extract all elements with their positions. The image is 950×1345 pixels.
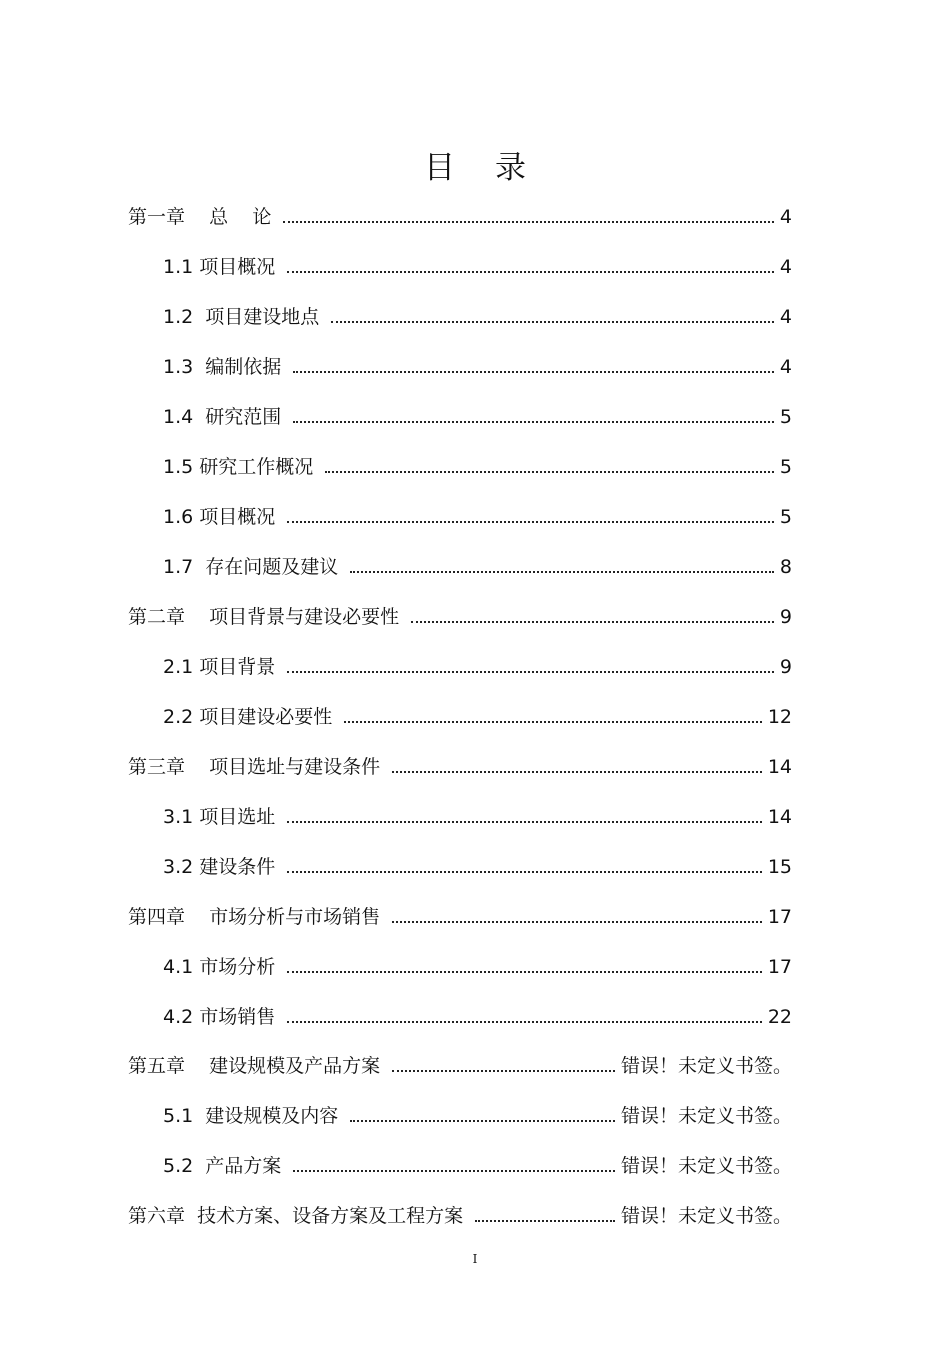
- page-title: 目录: [424, 150, 566, 186]
- toc-entry-section-1-6[interactable]: [0, 502, 950, 532]
- dot-leader: [475, 1220, 615, 1222]
- toc-entry-label: 第四章 市场分析与市场销售: [128, 906, 381, 928]
- dot-leader: [287, 1021, 762, 1023]
- toc-entry-label: 4.2 市场销售: [163, 1006, 276, 1028]
- toc-entry-page: 4: [779, 356, 792, 378]
- dot-leader: [287, 271, 774, 273]
- dot-leader: [331, 321, 774, 323]
- toc-entry-page: 错误！未定义书签。: [620, 1205, 792, 1227]
- page-number: I: [472, 1252, 478, 1266]
- toc-entry-page: 错误！未定义书签。: [620, 1155, 792, 1177]
- toc-entry-label: 5.1 建设规模及内容: [163, 1105, 339, 1127]
- toc-entry-section-1-2[interactable]: [0, 302, 950, 332]
- dot-leader: [293, 371, 774, 373]
- toc-entry-page: 17: [767, 906, 792, 928]
- toc-entry-page: 17: [767, 956, 792, 978]
- toc-entry-label: 4.1 市场分析: [163, 956, 276, 978]
- dot-leader: [283, 221, 774, 223]
- toc-entry-chapter-3[interactable]: [0, 752, 950, 782]
- dot-leader: [287, 521, 774, 523]
- toc-entry-page: 14: [767, 806, 792, 828]
- toc-entry-page: 5: [779, 506, 792, 528]
- toc-entry-section-4-1[interactable]: [0, 952, 950, 982]
- dot-leader: [287, 871, 762, 873]
- toc-entry-page: 4: [779, 256, 792, 278]
- toc-entry-section-1-7[interactable]: [0, 552, 950, 582]
- dot-leader: [350, 1120, 615, 1122]
- dot-leader: [344, 721, 762, 723]
- toc-entry-label: 2.2 项目建设必要性: [163, 706, 333, 728]
- dot-leader: [287, 821, 762, 823]
- toc-entry-chapter-5[interactable]: [0, 1051, 950, 1081]
- toc-entry-label: 1.6 项目概况: [163, 506, 276, 528]
- toc-entry-label: 1.4 研究范围: [163, 406, 282, 428]
- toc-entry-section-2-2[interactable]: [0, 702, 950, 732]
- toc-entry-chapter-6[interactable]: [0, 1201, 950, 1231]
- toc-entry-page: 4: [779, 206, 792, 228]
- toc-entry-section-5-1[interactable]: [0, 1101, 950, 1131]
- dot-leader: [350, 571, 774, 573]
- toc-entry-section-5-2[interactable]: [0, 1151, 950, 1181]
- toc-entry-page: 12: [767, 706, 792, 728]
- toc-entry-page: 9: [779, 656, 792, 678]
- toc-entry-label: 1.7 存在问题及建议: [163, 556, 339, 578]
- toc-entry-page: 15: [767, 856, 792, 878]
- toc-entry-label: 3.2 建设条件: [163, 856, 276, 878]
- toc-entry-label: 5.2 产品方案: [163, 1155, 282, 1177]
- dot-leader: [392, 921, 762, 923]
- toc-entry-section-2-1[interactable]: [0, 652, 950, 682]
- toc-entry-label: 2.1 项目背景: [163, 656, 276, 678]
- toc-entry-page: 9: [779, 606, 792, 628]
- dot-leader: [287, 971, 762, 973]
- toc-entry-label: 第二章 项目背景与建设必要性: [128, 606, 400, 628]
- dot-leader: [293, 421, 774, 423]
- toc-entry-label: 1.5 研究工作概况: [163, 456, 314, 478]
- toc-entry-page: 4: [779, 306, 792, 328]
- toc-entry-section-3-1[interactable]: [0, 802, 950, 832]
- dot-leader: [325, 471, 774, 473]
- toc-entry-page: 5: [779, 456, 792, 478]
- toc-entry-label: 第五章 建设规模及产品方案: [128, 1055, 381, 1077]
- toc-entry-section-1-5[interactable]: [0, 452, 950, 482]
- toc-entry-page: 错误！未定义书签。: [620, 1055, 792, 1077]
- toc-entry-section-1-4[interactable]: [0, 402, 950, 432]
- toc-entry-section-3-2[interactable]: [0, 852, 950, 882]
- toc-entry-page: 错误！未定义书签。: [620, 1105, 792, 1127]
- toc-entry-chapter-1[interactable]: [0, 202, 950, 232]
- toc-entry-section-4-2[interactable]: [0, 1002, 950, 1032]
- dot-leader: [287, 671, 774, 673]
- toc-entry-chapter-4[interactable]: [0, 902, 950, 932]
- toc-entry-section-1-1[interactable]: [0, 252, 950, 282]
- toc-entry-label: 第三章 项目选址与建设条件: [128, 756, 381, 778]
- toc-entry-label: 第一章 总 论: [128, 206, 272, 228]
- toc-entry-page: 8: [779, 556, 792, 578]
- dot-leader: [392, 771, 762, 773]
- toc-entry-label: 3.1 项目选址: [163, 806, 276, 828]
- dot-leader: [293, 1170, 615, 1172]
- toc-entry-label: 1.3 编制依据: [163, 356, 282, 378]
- dot-leader: [411, 621, 774, 623]
- dot-leader: [392, 1070, 615, 1072]
- toc-entry-page: 5: [779, 406, 792, 428]
- toc-entry-page: 14: [767, 756, 792, 778]
- toc-entry-page: 22: [767, 1006, 792, 1028]
- toc-entry-chapter-2[interactable]: [0, 602, 950, 632]
- toc-entry-label: 1.2 项目建设地点: [163, 306, 320, 328]
- toc-entry-label: 第六章 技术方案、设备方案及工程方案: [128, 1205, 464, 1227]
- toc-entry-label: 1.1 项目概况: [163, 256, 276, 278]
- toc-entry-section-1-3[interactable]: [0, 352, 950, 382]
